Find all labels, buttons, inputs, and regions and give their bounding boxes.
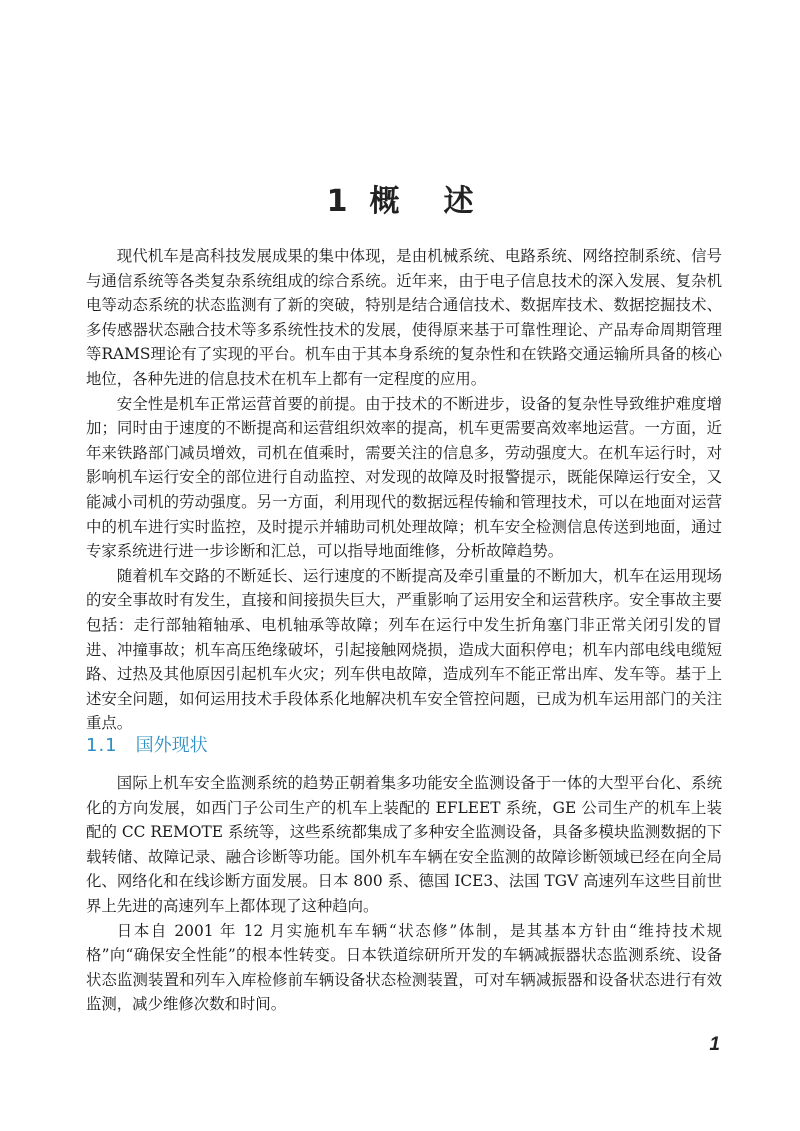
chapter-title-char-1: 概 <box>369 184 400 219</box>
chapter-title <box>0 176 800 220</box>
section-title: 国外现状 <box>135 735 208 756</box>
paragraph: 国际上机车安全监测系统的趋势正朝着集多功能安全监测设备于一体的大型平台化、系统化的方向发展，如西门子公司生产的机车上装配的 EFLEET 系统，GE 公司生产的机车上装配的 CC REMOTE 系统等，这些系统都集成了多种安全监测设备，具备多模块监测数据的下载转储、故障记录、融合诊断等功能。国外机车车辆在安全监测的故障诊断领域已经在向全局化、网络化和在线诊断方面发展。日本 800 系、德国 ICE3、法国 TGV 高速列车这些目前世界上先进的高速列车上都体现了这种趋向。 <box>86 774 722 915</box>
intro-text <box>86 244 722 736</box>
paragraph: 安全性是机车正常运营首要的前提。由于技术的不断进步，设备的复杂性导致维护难度增加；同时由于速度的不断提高和运营组织效率的提高，机车更需要高效率地运营。一方面，近年来铁路部门减员增效，司机在值乘时，需要关注的信息多，劳动强度大。在机车运行时，对影响机车运行安全的部位进行自动监控、对发现的故障及时报警提示，既能保障运行安全，又能减小司机的劳动强度。另一方面，利用现代的数据远程传输和管理技术，可以在地面对运营中的机车进行实时监控，及时提示并辅助司机处理故障；机车安全检测信息传送到地面，通过专家系统进行进一步诊断和汇总，可以指导地面维修，分析故障趋势。 <box>86 394 722 561</box>
paragraph: 日本自 2001 年 12 月实施机车车辆“状态修”体制，是其基本方针由“维持技术规格”向“确保安全性能”的根本性转变。日本铁道综研所开发的车辆减振器状态监测系统、设备状态监测装置和列车入库检修前车辆设备状态检测装置，可对车辆减振器和设备状态进行有效监测，减少维修次数和时间。 <box>86 921 722 1014</box>
page-number: 1 <box>709 1034 720 1055</box>
section-heading <box>86 732 208 760</box>
chapter-title-char-2: 述 <box>443 184 474 219</box>
paragraph: 随着机车交路的不断延长、运行速度的不断提高及牵引重量的不断加大，机车在运用现场的安全事故时有发生，直接和间接损失巨大，严重影响了运用安全和运营秩序。安全事故主要包括：走行部轴箱轴承、电机轴承等故障；列车在运行中发生折角塞门非正常关闭引发的冒进、冲撞事故；机车高压绝缘破坏，引起接触网烧损，造成大面积停电；机车内部电线电缆短路、过热及其他原因引起机车火灾；列车供电故障，造成列车不能正常出库、发车等。基于上述安全问题，如何运用技术手段体系化地解决机车安全管控问题，已成为机车运用部门的关注重点。 <box>86 566 722 733</box>
section-text <box>86 771 722 1017</box>
section-number: 1.1 <box>86 735 118 756</box>
paragraph: 现代机车是高科技发展成果的集中体现，是由机械系统、电路系统、网络控制系统、信号与通信系统等各类复杂系统组成的综合系统。近年来，由于电子信息技术的深入发展、复杂机电等动态系统的状态监测有了新的突破，特别是结合通信技术、数据库技术、数据挖掘技术、多传感器状态融合技术等多系统性技术的发展，使得原来基于可靠性理论、产品寿命周期管理等RAMS理论有了实现的平台。机车由于其本身系统的复杂性和在铁路交通运输所具备的核心地位，各种先进的信息技术在机车上都有一定程度的应用。 <box>86 247 722 388</box>
chapter-number: 1 <box>326 184 348 219</box>
